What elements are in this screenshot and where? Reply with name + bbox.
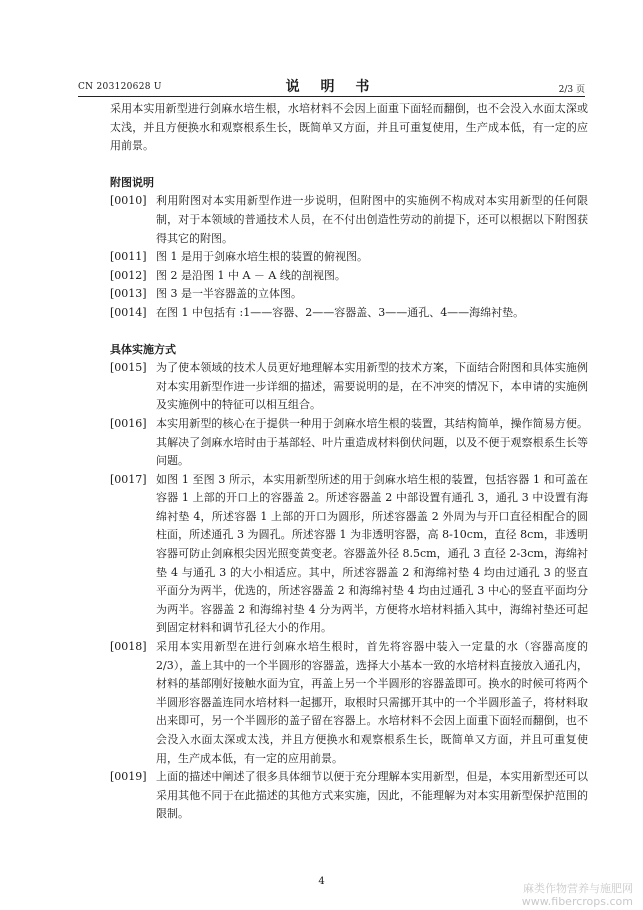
paragraph-text: 上面的描述中阐述了很多具体细节以便于充分理解本实用新型，但是，本实用新型还可以采用其他不同于在此描述的其他方式来实施，因此，不能理解为对本实用新型保护范围的限制。: [156, 770, 588, 821]
paragraph-number: [0015]: [110, 361, 147, 375]
paragraph-number: [0011]: [110, 250, 147, 264]
paragraph-item: [110, 285, 588, 304]
paragraph-number: [0017]: [110, 472, 147, 486]
paragraph-text: 本实用新型的核心在于提供一种用于剑麻水培生根的装置，其结构简单，操作简易方便。其解决了剑麻水培时由于基部轻、叶片重造成材料倒伏问题，以及不便于观察根系生长等问题。: [156, 416, 588, 468]
paragraph-text: 利用附图对本实用新型作进一步说明，但附图中的实施例不构成对本实用新型的任何限制，对于本领域的普通技术人员，在不付出创造性劳动的前提下，还可以根据以下附图获得其它的附图。: [156, 194, 588, 245]
paragraph-item: [110, 359, 588, 415]
doc-number: CN 203120628 U: [78, 82, 162, 92]
paragraph-number: [0016]: [110, 416, 147, 430]
paragraph-number: [0018]: [110, 640, 147, 654]
paragraph-number: [0013]: [110, 287, 147, 301]
paragraph-text: 如图 1 至图 3 所示，本实用新型所述的用于剑麻水培生根的装置，包括容器 1 和可盖在容器 1 上部的开口上的容器盖 2。所述容器盖 2 中部设置有通孔 3，通孔 3 中设置有海绵衬垫 4，所述容器 1 上部的开口为圆形，所述容器盖 2 外周为与开口直径相配合的圆柱面，所述通孔 3 为圆孔。所述容器 1 为非透明容器，高 8-10cm，直径 8cm，非透明容器可防止剑麻根尖因光照变黄变老。容器盖外径 8.5cm，通孔 3 直径 2-3cm，海绵衬垫 4 与通孔 3 的大小相适应。其中，所述容器盖 2 和海绵衬垫 4 均由过通孔 3 的竖直平面分为两半，优选的，所述容器盖 2 和海绵衬垫 4 均由过通孔 3 中心的竖直平面均分为两半。容器盖 2 和海绵衬垫 4 分为两半，方便将水培材料插入其中，海绵衬垫还可起到固定材料和调节孔径大小的作用。: [156, 472, 588, 635]
paragraph-text: 为了使本领域的技术人员更好地理解本实用新型的技术方案，下面结合附图和具体实施例对本实用新型作进一步详细的描述，需要说明的是，在不冲突的情况下，本申请的实施例及实施例中的特征可以相互组合。: [156, 361, 588, 412]
paragraph-text: 图 3 是一半容器盖的立体图。: [156, 287, 302, 301]
page-header: [78, 74, 585, 97]
paragraph-item: [110, 415, 588, 471]
section-heading-drawings: 附图说明: [110, 175, 154, 189]
paragraph-text: 图 1 是用于剑麻水培生根的装置的俯视图。: [156, 250, 368, 264]
paragraph-item: [110, 192, 588, 248]
paragraph-text: 图 2 是沿图 1 中 A － A 线的剖视图。: [156, 268, 346, 282]
document-body: [110, 100, 588, 824]
watermark-line2: www.fibercrops.com: [521, 895, 633, 908]
paragraph-number: [0012]: [110, 268, 147, 282]
paragraph-item: [110, 471, 588, 638]
page-of: 2/3 页: [558, 85, 585, 95]
paragraph-item: [110, 304, 588, 323]
paragraph-item: [110, 638, 588, 768]
page-number: 4: [318, 876, 325, 887]
intro-paragraph: 采用本实用新型进行剑麻水培生根，水培材料不会因上面重下面轻而翻倒，也不会没入水面太深或太浅，并且方便换水和观察根系生长，既简单又方面，并且可重复使用，生产成本低，有一定的应用前景。: [110, 102, 588, 153]
watermark: [522, 882, 633, 908]
watermark-line1: 麻类作物营养与施肥网: [523, 882, 633, 895]
paragraph-number: [0010]: [110, 194, 147, 208]
paragraph-text: 在图 1 中包括有 :1——容器、2——容器盖、3——通孔、4——海绵衬垫。: [156, 305, 525, 319]
paragraph-item: [110, 248, 588, 267]
doc-title: 说 明 书: [285, 79, 378, 95]
paragraph-text: 采用本实用新型在进行剑麻水培生根时，首先将容器中装入一定量的水（容器高度的 2/3），盖上其中的一个半圆形的容器盖，选择大小基本一致的水培材料直接放入通孔内，材料的基部刚好接触水面为宜，再盖上另一个半圆形的容器盖即可。换水的时候可将两个半圆形容器盖连同水培材料一起挪开，取根时只需挪开其中的一个半圆形盖子，将材料取出来即可，另一个半圆形的盖子留在容器上。水培材料不会因上面重下面轻而翻倒，也不会没入水面太深或太浅，并且方便换水和观察根系生长，既简单又方面，并且可重复使用，生产成本低，有一定的应用前景。: [156, 640, 588, 765]
paragraph-item: [110, 267, 588, 286]
paragraph-item: [110, 768, 588, 824]
section-heading-embodiment: 具体实施方式: [110, 342, 176, 356]
paragraph-number: [0014]: [110, 305, 147, 319]
paragraph-number: [0019]: [110, 770, 147, 784]
